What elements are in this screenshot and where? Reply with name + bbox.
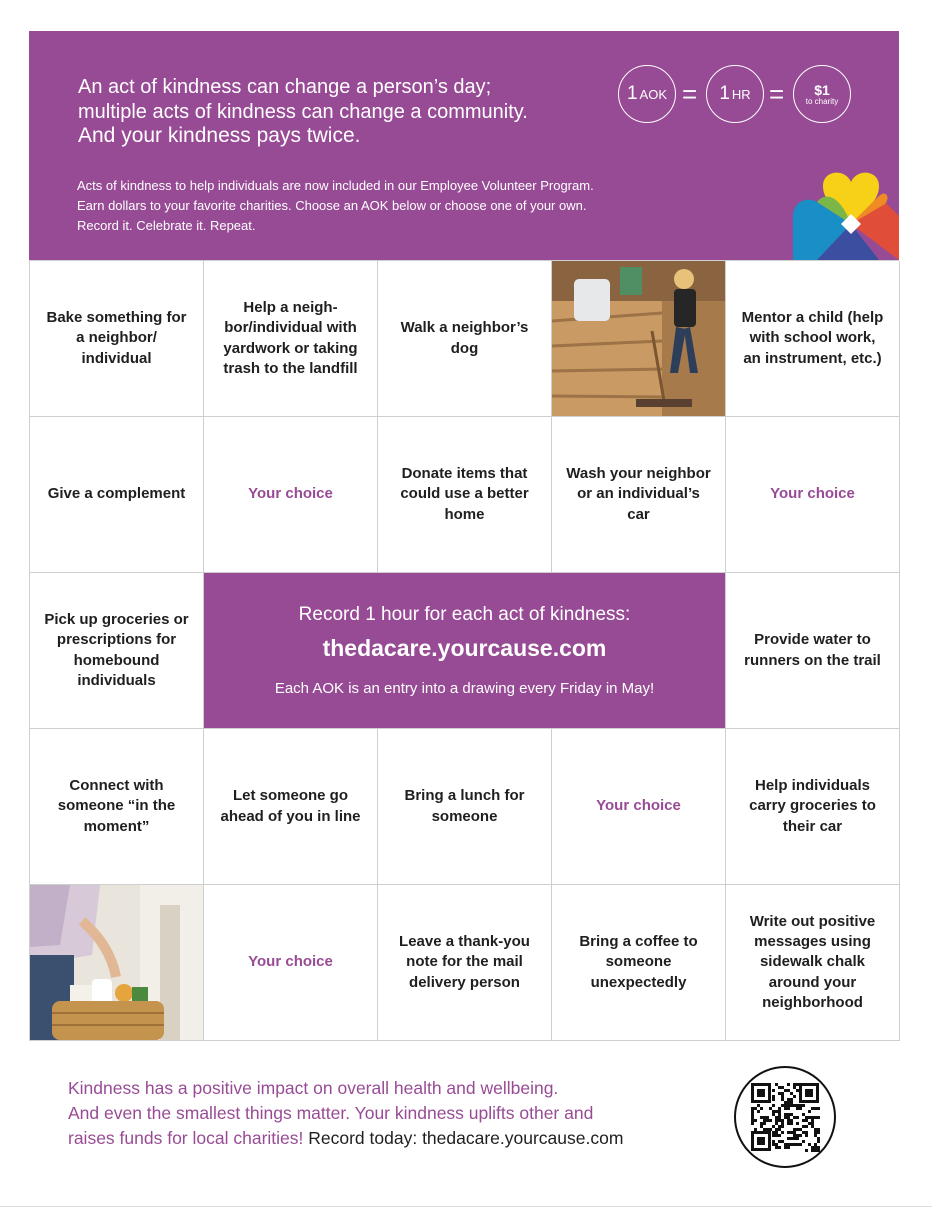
description-line: Record it. Celebrate it. Repeat.: [77, 218, 256, 233]
grid-cell: Wash your neighbor or an individual’s car: [552, 417, 726, 573]
grid-cell: Give a complement: [30, 417, 204, 573]
your-choice-cell: Your choice: [204, 417, 378, 573]
aok-number: 1: [626, 83, 638, 104]
record-url-link[interactable]: thedacare.yourcause.com: [322, 634, 607, 661]
aok-unit: AOK: [639, 86, 668, 102]
grid-cell: Connect with someone “in the moment”: [30, 729, 204, 885]
grid-cell: Mentor a child (help with school work, an instrument, etc.): [726, 261, 900, 417]
grid-cell: Help individuals carry groceries to their car: [726, 729, 900, 885]
grocery-basket-photo: [30, 885, 204, 1041]
grid-cell: Let someone go ahead of you in line: [204, 729, 378, 885]
headline: [78, 75, 528, 149]
sweeping-photo-image: [552, 261, 725, 416]
heart-logo-icon: [793, 168, 899, 260]
page-bottom-rule: [0, 1206, 932, 1207]
headline-line: An act of kindness can change a person’s day;: [78, 76, 492, 98]
kindness-bingo-grid: [29, 260, 899, 1041]
equals-sign: =: [769, 79, 785, 109]
dollar-circle: [793, 65, 851, 123]
grid-cell: Donate items that could use a better home: [378, 417, 552, 573]
your-choice-cell: Your choice: [726, 417, 900, 573]
grid-cell: Bake something for a neighbor/ individual: [30, 261, 204, 417]
grid-cell: Write out positive messages using sidewalk chalk around your neighborhood: [726, 885, 900, 1041]
qr-code-icon[interactable]: [734, 1066, 836, 1168]
your-choice-cell: Your choice: [552, 729, 726, 885]
record-instruction: Record 1 hour for each act of kindness:: [298, 603, 631, 625]
aok-equation: [618, 65, 858, 127]
headline-line: multiple acts of kindness can change a community.: [78, 100, 528, 123]
footer-line: [68, 1126, 708, 1151]
grid-cell: Provide water to runners on the trail: [726, 573, 900, 729]
footer-line: And even the smallest things matter. Your kindness uplifts other and: [68, 1103, 594, 1123]
grocery-photo-image: [30, 885, 203, 1040]
hour-circle: [706, 65, 764, 123]
aok-circle: [618, 65, 676, 123]
description-line: Earn dollars to your favorite charities. Choose an AOK below or choose one of your own.: [77, 198, 587, 213]
description-line: Acts of kindness to help individuals are now included in our Employee Volunteer Program.: [77, 178, 594, 193]
grid-cell: Pick up groceries or prescriptions for homebound individuals: [30, 573, 204, 729]
drawing-note: Each AOK is an entry into a drawing every Friday in May!: [274, 679, 655, 697]
volunteer-sweeping-photo: [552, 261, 726, 417]
footer-fundraise-text: raises funds for local charities!: [68, 1128, 304, 1148]
footer-message: [68, 1076, 708, 1151]
record-instructions-panel: [204, 573, 726, 729]
grid-cell: Bring a lunch for someone: [378, 729, 552, 885]
equals-sign: =: [682, 79, 698, 109]
hour-unit: HR: [731, 86, 751, 102]
footer-record-link[interactable]: Record today: thedacare.yourcause.com: [303, 1128, 624, 1148]
grid-cell: Bring a coffee to someone unexpectedly: [552, 885, 726, 1041]
header-banner: [29, 31, 899, 260]
grid-cell: Help a neigh-bor/individual with yardwork or taking trash to the landfill: [204, 261, 378, 417]
your-choice-cell: Your choice: [204, 885, 378, 1041]
hour-number: 1: [719, 83, 730, 104]
headline-line: And your kindness pays twice.: [78, 124, 361, 147]
footer-line: Kindness has a positive impact on overall health and wellbeing.: [68, 1078, 559, 1098]
dollar-note: to charity: [805, 96, 839, 106]
grid-cell: Leave a thank-you note for the mail delivery person: [378, 885, 552, 1041]
program-description: [77, 176, 594, 236]
dollar-amount: $1: [814, 81, 830, 98]
grid-cell: Walk a neighbor’s dog: [378, 261, 552, 417]
